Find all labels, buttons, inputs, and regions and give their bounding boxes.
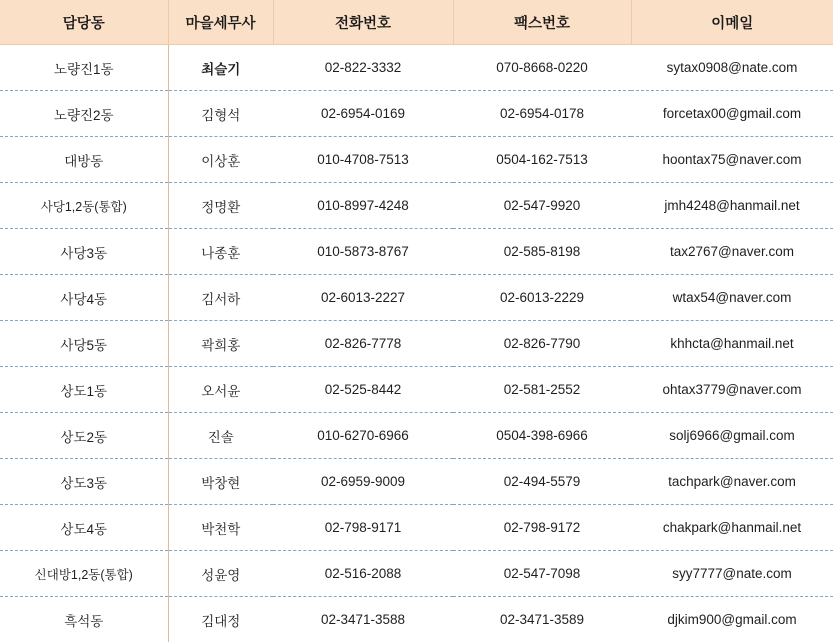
cell-fax: 02-494-5579 <box>453 459 631 505</box>
table-row <box>0 275 833 321</box>
cell-name: 이상훈 <box>168 137 273 183</box>
cell-name: 곽희홍 <box>168 321 273 367</box>
table-row <box>0 367 833 413</box>
cell-fax: 02-798-9172 <box>453 505 631 551</box>
cell-dong: 노량진2동 <box>0 91 168 137</box>
column-header-phone: 전화번호 <box>273 0 453 45</box>
cell-name: 김형석 <box>168 91 273 137</box>
cell-dong: 상도4동 <box>0 505 168 551</box>
cell-fax: 02-547-7098 <box>453 551 631 597</box>
cell-email: wtax54@naver.com <box>631 275 833 321</box>
cell-phone: 02-798-9171 <box>273 505 453 551</box>
table-header <box>0 0 833 45</box>
cell-dong: 사당1,2동(통합) <box>0 183 168 229</box>
cell-phone: 02-822-3332 <box>273 45 453 91</box>
table-row <box>0 459 833 505</box>
cell-phone: 02-6013-2227 <box>273 275 453 321</box>
cell-fax: 02-3471-3589 <box>453 597 631 642</box>
cell-phone: 010-4708-7513 <box>273 137 453 183</box>
cell-fax: 02-547-9920 <box>453 183 631 229</box>
cell-name: 김대정 <box>168 597 273 642</box>
table-row <box>0 551 833 597</box>
cell-name: 최슬기 <box>168 45 273 91</box>
cell-fax: 0504-398-6966 <box>453 413 631 459</box>
cell-dong: 사당5동 <box>0 321 168 367</box>
cell-fax: 070-8668-0220 <box>453 45 631 91</box>
cell-phone: 010-6270-6966 <box>273 413 453 459</box>
cell-fax: 02-6013-2229 <box>453 275 631 321</box>
cell-name: 정명환 <box>168 183 273 229</box>
cell-email: solj6966@gmail.com <box>631 413 833 459</box>
cell-email: tax2767@naver.com <box>631 229 833 275</box>
cell-email: ohtax3779@naver.com <box>631 367 833 413</box>
table-row <box>0 229 833 275</box>
cell-phone: 02-6959-9009 <box>273 459 453 505</box>
cell-phone: 02-525-8442 <box>273 367 453 413</box>
cell-email: forcetax00@gmail.com <box>631 91 833 137</box>
cell-email: djkim900@gmail.com <box>631 597 833 642</box>
cell-email: tachpark@naver.com <box>631 459 833 505</box>
cell-fax: 02-6954-0178 <box>453 91 631 137</box>
cell-dong: 상도3동 <box>0 459 168 505</box>
table-row <box>0 137 833 183</box>
table-row <box>0 505 833 551</box>
cell-phone: 010-8997-4248 <box>273 183 453 229</box>
cell-email: khhcta@hanmail.net <box>631 321 833 367</box>
table-row <box>0 321 833 367</box>
table-row <box>0 413 833 459</box>
cell-name: 성윤영 <box>168 551 273 597</box>
cell-email: sytax0908@nate.com <box>631 45 833 91</box>
cell-fax: 0504-162-7513 <box>453 137 631 183</box>
cell-dong: 노량진1동 <box>0 45 168 91</box>
table-row <box>0 183 833 229</box>
cell-fax: 02-585-8198 <box>453 229 631 275</box>
cell-email: chakpark@hanmail.net <box>631 505 833 551</box>
cell-phone: 02-826-7778 <box>273 321 453 367</box>
column-header-email: 이메일 <box>631 0 833 45</box>
cell-name: 박천학 <box>168 505 273 551</box>
cell-email: syy7777@nate.com <box>631 551 833 597</box>
cell-name: 오서윤 <box>168 367 273 413</box>
cell-dong: 신대방1,2동(통합) <box>0 551 168 597</box>
column-header-name: 마을세무사 <box>168 0 273 45</box>
cell-fax: 02-581-2552 <box>453 367 631 413</box>
cell-name: 김서하 <box>168 275 273 321</box>
cell-email: hoontax75@naver.com <box>631 137 833 183</box>
cell-dong: 대방동 <box>0 137 168 183</box>
column-header-dong: 담당동 <box>0 0 168 45</box>
cell-phone: 02-516-2088 <box>273 551 453 597</box>
table-header-row <box>0 0 833 45</box>
cell-dong: 흑석동 <box>0 597 168 642</box>
cell-fax: 02-826-7790 <box>453 321 631 367</box>
cell-phone: 02-6954-0169 <box>273 91 453 137</box>
cell-dong: 상도1동 <box>0 367 168 413</box>
cell-name: 진솔 <box>168 413 273 459</box>
cell-dong: 상도2동 <box>0 413 168 459</box>
cell-phone: 02-3471-3588 <box>273 597 453 642</box>
column-header-fax: 팩스번호 <box>453 0 631 45</box>
table-row <box>0 45 833 91</box>
cell-phone: 010-5873-8767 <box>273 229 453 275</box>
cell-name: 나종훈 <box>168 229 273 275</box>
table-row <box>0 597 833 642</box>
cell-dong: 사당3동 <box>0 229 168 275</box>
table-row <box>0 91 833 137</box>
table-body <box>0 45 833 642</box>
cell-name: 박창현 <box>168 459 273 505</box>
cell-dong: 사당4동 <box>0 275 168 321</box>
cell-email: jmh4248@hanmail.net <box>631 183 833 229</box>
